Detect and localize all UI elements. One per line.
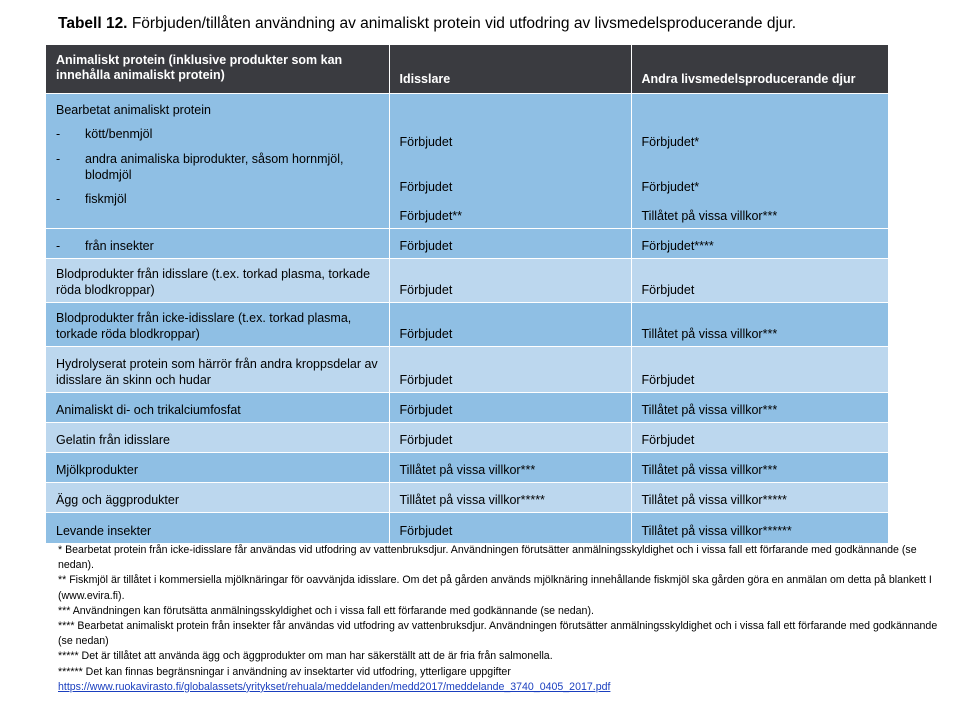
cell-value: Förbjudet [631,347,888,393]
header-row [46,45,888,94]
row-label: Blodprodukter från idisslare (t.ex. torkad plasma, torkade röda blodkroppar) [46,259,389,303]
table-row [46,393,888,423]
cell-value: Förbjudet [399,180,453,194]
row-label: Ägg och äggprodukter [46,483,389,513]
dash: - [56,239,61,253]
cell-value: Förbjudet [631,259,888,303]
sub-item [56,126,379,142]
cell-value: Förbjudet** [399,209,463,223]
insects-processed-cell [46,229,389,259]
processed-label: Bearbetat animaliskt protein [56,103,211,117]
cell-value: Förbjudet* [641,135,700,149]
cell-value: Förbjudet**** [631,229,888,259]
footnote: *** Användningen kan förutsätta anmälningsskyldighet och i vissa fall ett förfarande med godkännande (se nedan). [58,604,594,617]
table-row [46,259,888,303]
footnote-link[interactable]: https://www.ruokavirasto.fi/globalassets/yritykset/rehuala/meddelanden/medd2017/meddelande_3740_0405_2017.pdf [58,680,611,693]
footnote: ** Fiskmjöl är tillåtet i kommersiella mjölknäringar för oavvänjda idisslare. Om det på gården används mjölknäring innehållande fiskmjöl ska gården göra en anmälan om detta på blankett I (www.evira.fi). [58,574,932,602]
cell-value: Tillåtet på vissa villkor*** [389,453,631,483]
sub-item [56,151,379,183]
sub-item [56,191,379,207]
cell-value: Förbjudet [389,303,631,347]
cell-value: Förbjudet [389,229,631,259]
table-caption [58,15,796,33]
cell-value: Tillåtet på vissa villkor*** [631,303,888,347]
row-label: Levande insekter [46,513,389,543]
header-other-animals: Andra livsmedelsproducerande djur [631,45,888,94]
dash: - [56,152,61,166]
sub-item-label: fiskmjöl [85,192,127,206]
header-protein: Animaliskt protein (inklusive produkter som kan innehålla animaliskt protein) [46,45,389,94]
table-row [46,423,888,453]
caption-text: Förbjuden/tillåten användning av animaliskt protein vid utfodring av livsmedelsproducerande djur. [131,15,797,32]
table-row [46,453,888,483]
table-row [46,303,888,347]
processed-other-cell [631,94,888,229]
processed-cell [46,94,389,229]
dash: - [56,192,61,206]
cell-value: Tillåtet på vissa villkor***** [631,483,888,513]
sub-item-label: andra animaliska biprodukter, såsom hornmjöl, blodmjöl [85,152,344,182]
sub-item-label: kött/benmjöl [85,127,153,141]
table-row [46,483,888,513]
row-label: Mjölkprodukter [46,453,389,483]
cell-value: Tillåtet på vissa villkor*** [631,453,888,483]
protein-table [46,45,889,543]
cell-value: Tillåtet på vissa villkor****** [631,513,888,543]
table-row [46,513,888,543]
row-label: Gelatin från idisslare [46,423,389,453]
row-label: Hydrolyserat protein som härrör från andra kroppsdelar av idisslare än skinn och hudar [46,347,389,393]
footnote: **** Bearbetat animaliskt protein från insekter får användas vid utfodring av vattenbruksdjur. Användningen förutsätter anmälningsskyldighet och i vissa fall ett förfarande med godkännande (se nedan) [58,620,938,648]
footnote: ****** Det kan finnas begränsningar i användning av insektarter vid utfodring, ytterligare uppgifter [58,665,511,678]
caption-label: Tabell 12. [58,15,128,32]
footnotes [58,543,938,695]
cell-value: Förbjudet [389,347,631,393]
cell-value: Förbjudet [389,423,631,453]
sub-item-label: från insekter [85,239,154,253]
processed-ruminants-cell [389,94,631,229]
cell-value: Förbjudet [631,423,888,453]
dash: - [56,127,61,141]
footnote: ***** Det är tillåtet att använda ägg och äggprodukter om man har säkerställt att de är fria från salmonella. [58,650,553,663]
cell-value: Tillåtet på vissa villkor*** [631,393,888,423]
cell-value: Förbjudet [389,513,631,543]
cell-value: Tillåtet på vissa villkor***** [389,483,631,513]
cell-value: Förbjudet [399,135,453,149]
table-row-processed [46,94,888,229]
header-ruminants: Idisslare [389,45,631,94]
table-row-insects-processed [46,229,888,259]
cell-value: Förbjudet* [641,180,700,194]
row-label: Animaliskt di- och trikalciumfosfat [46,393,389,423]
row-label: Blodprodukter från icke-idisslare (t.ex. torkad plasma, torkade röda blodkroppar) [46,303,389,347]
table-row [46,347,888,393]
cell-value: Förbjudet [389,393,631,423]
footnote: * Bearbetat protein från icke-idisslare får användas vid utfodring av vattenbruksdjur. Användningen förutsätter anmälningsskyldighet och i vissa fall ett förfarande med godkännande (se nedan). [58,544,917,572]
cell-value: Tillåtet på vissa villkor*** [641,209,778,223]
cell-value: Förbjudet [389,259,631,303]
